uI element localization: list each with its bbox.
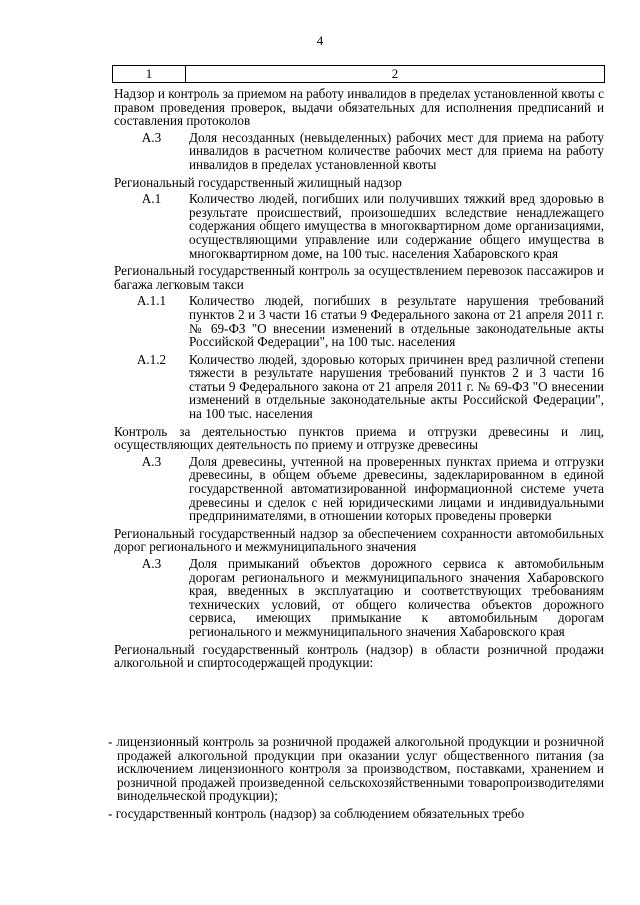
table-header-col1: 1 — [113, 66, 186, 82]
section-title: Надзор и контроль за приемом на работу инвалидов в пределах установленной квоты с правом проведения проверок, выдачи обязательных для исполнения предписаний и составления протоколов — [114, 86, 604, 129]
indicator-row — [114, 557, 604, 639]
indicator-code: А.1.2 — [136, 351, 167, 367]
indicator-row — [114, 294, 604, 348]
table-header-col2: 2 — [391, 66, 399, 81]
indicator-row — [114, 353, 604, 421]
indicator-code: А.1 — [141, 191, 162, 207]
indicator-text: Количество людей, погибших или получивших тяжкий вред здоровью в результате происшествий, произошедших вследствие ненадлежащего содержания общего имущества в многоквартирном доме организациями, осуществляющими управление или содержание общего имущества в многоквартирном доме, на 100 тыс. населения Хабаровского края — [189, 191, 604, 261]
indicator-text: Количество людей, погибших в результате нарушения требований пунктов 2 и 3 части 16 статьи 9 Федерального закона от 21 апреля 2011 г. № 69-ФЗ "О внесении изменений в отдельные законодательные акты Российской Федерации", на 100 тыс. населения — [189, 293, 604, 350]
indicator-text: Доля древесины, учтенной на проверенных пунктах приема и отгрузки древесины, в общем объеме древесины, задекларированном в единой государственной автоматизированной информационной системе учета древесины и сделок с ней юридическими лицами и индивидуальными предпринимателями, в отношении которых проведены проверки — [189, 453, 604, 524]
indicator-row — [114, 455, 604, 523]
table-header-row — [112, 65, 605, 83]
indicators-list — [114, 87, 604, 673]
indicator-code: А.3 — [141, 453, 162, 469]
page-number: 4 — [316, 33, 324, 48]
section-title: Региональный государственный контроль за осуществлением перевозок пассажиров и багажа легковым такси — [114, 263, 604, 292]
bullet-list — [108, 735, 604, 825]
indicator-code: А.3 — [141, 129, 162, 145]
indicator-text: Количество людей, здоровью которых причинен вред различной степени тяжести в результате нарушения требований пунктов 2 и 3 части 16 статьи 9 Федерального закона от 21 апреля 2011 г. № 69-ФЗ "О внесении изменений в отдельные законодательные акты Российской Федерации", на 100 тыс. населения — [189, 351, 604, 422]
indicator-code: А.3 — [141, 556, 162, 571]
section-title: Региональный государственный жилищный надзор — [114, 174, 402, 190]
indicator-row — [114, 192, 604, 260]
bullet-item: - государственный контроль (надзор) за соблюдением обязательных требо — [108, 805, 525, 821]
section-title: Контроль за деятельностью пунктов приема и отгрузки древесины и лиц, осуществляющих деятельность по приему и отгрузке древесины — [114, 423, 604, 453]
indicator-row — [114, 131, 604, 172]
indicator-text: Доля несозданных (невыделенных) рабочих мест для приема на работу инвалидов в расчетном количестве рабочих мест для приема на работу инвалидов в пределах установленной квоты — [189, 129, 604, 172]
indicator-code: А.1.1 — [136, 293, 167, 309]
bullet-item: - лицензионный контроль за розничной продажей алкогольной продукции и розничной продажей алкогольной продукции при оказании услуг общественного питания (за исключением лицензионного контроля за производством, поставками, хранением и розничной продажей произведенной сельскохозяйственными товаропроизводителями винодельческой продукции); — [108, 734, 604, 804]
section-title: Региональный государственный контроль (надзор) в области розничной продажи алкогольной и спиртосодержащей продукции: — [114, 641, 604, 671]
section-title: Региональный государственный надзор за обеспечением сохранности автомобильных дорог регионального и межмуниципального значения — [114, 525, 604, 555]
indicator-text: Доля примыканий объектов дорожного сервиса к автомобильным дорогам регионального и межмуниципального значения Хабаровского края, введенных в эксплуатацию и соответствующих требованиям технических условий, от общего количества объектов дорожного сервиса, имеющих примыкание к автомобильным дорогам регионального и межмуниципального значения Хабаровского края — [189, 556, 604, 639]
